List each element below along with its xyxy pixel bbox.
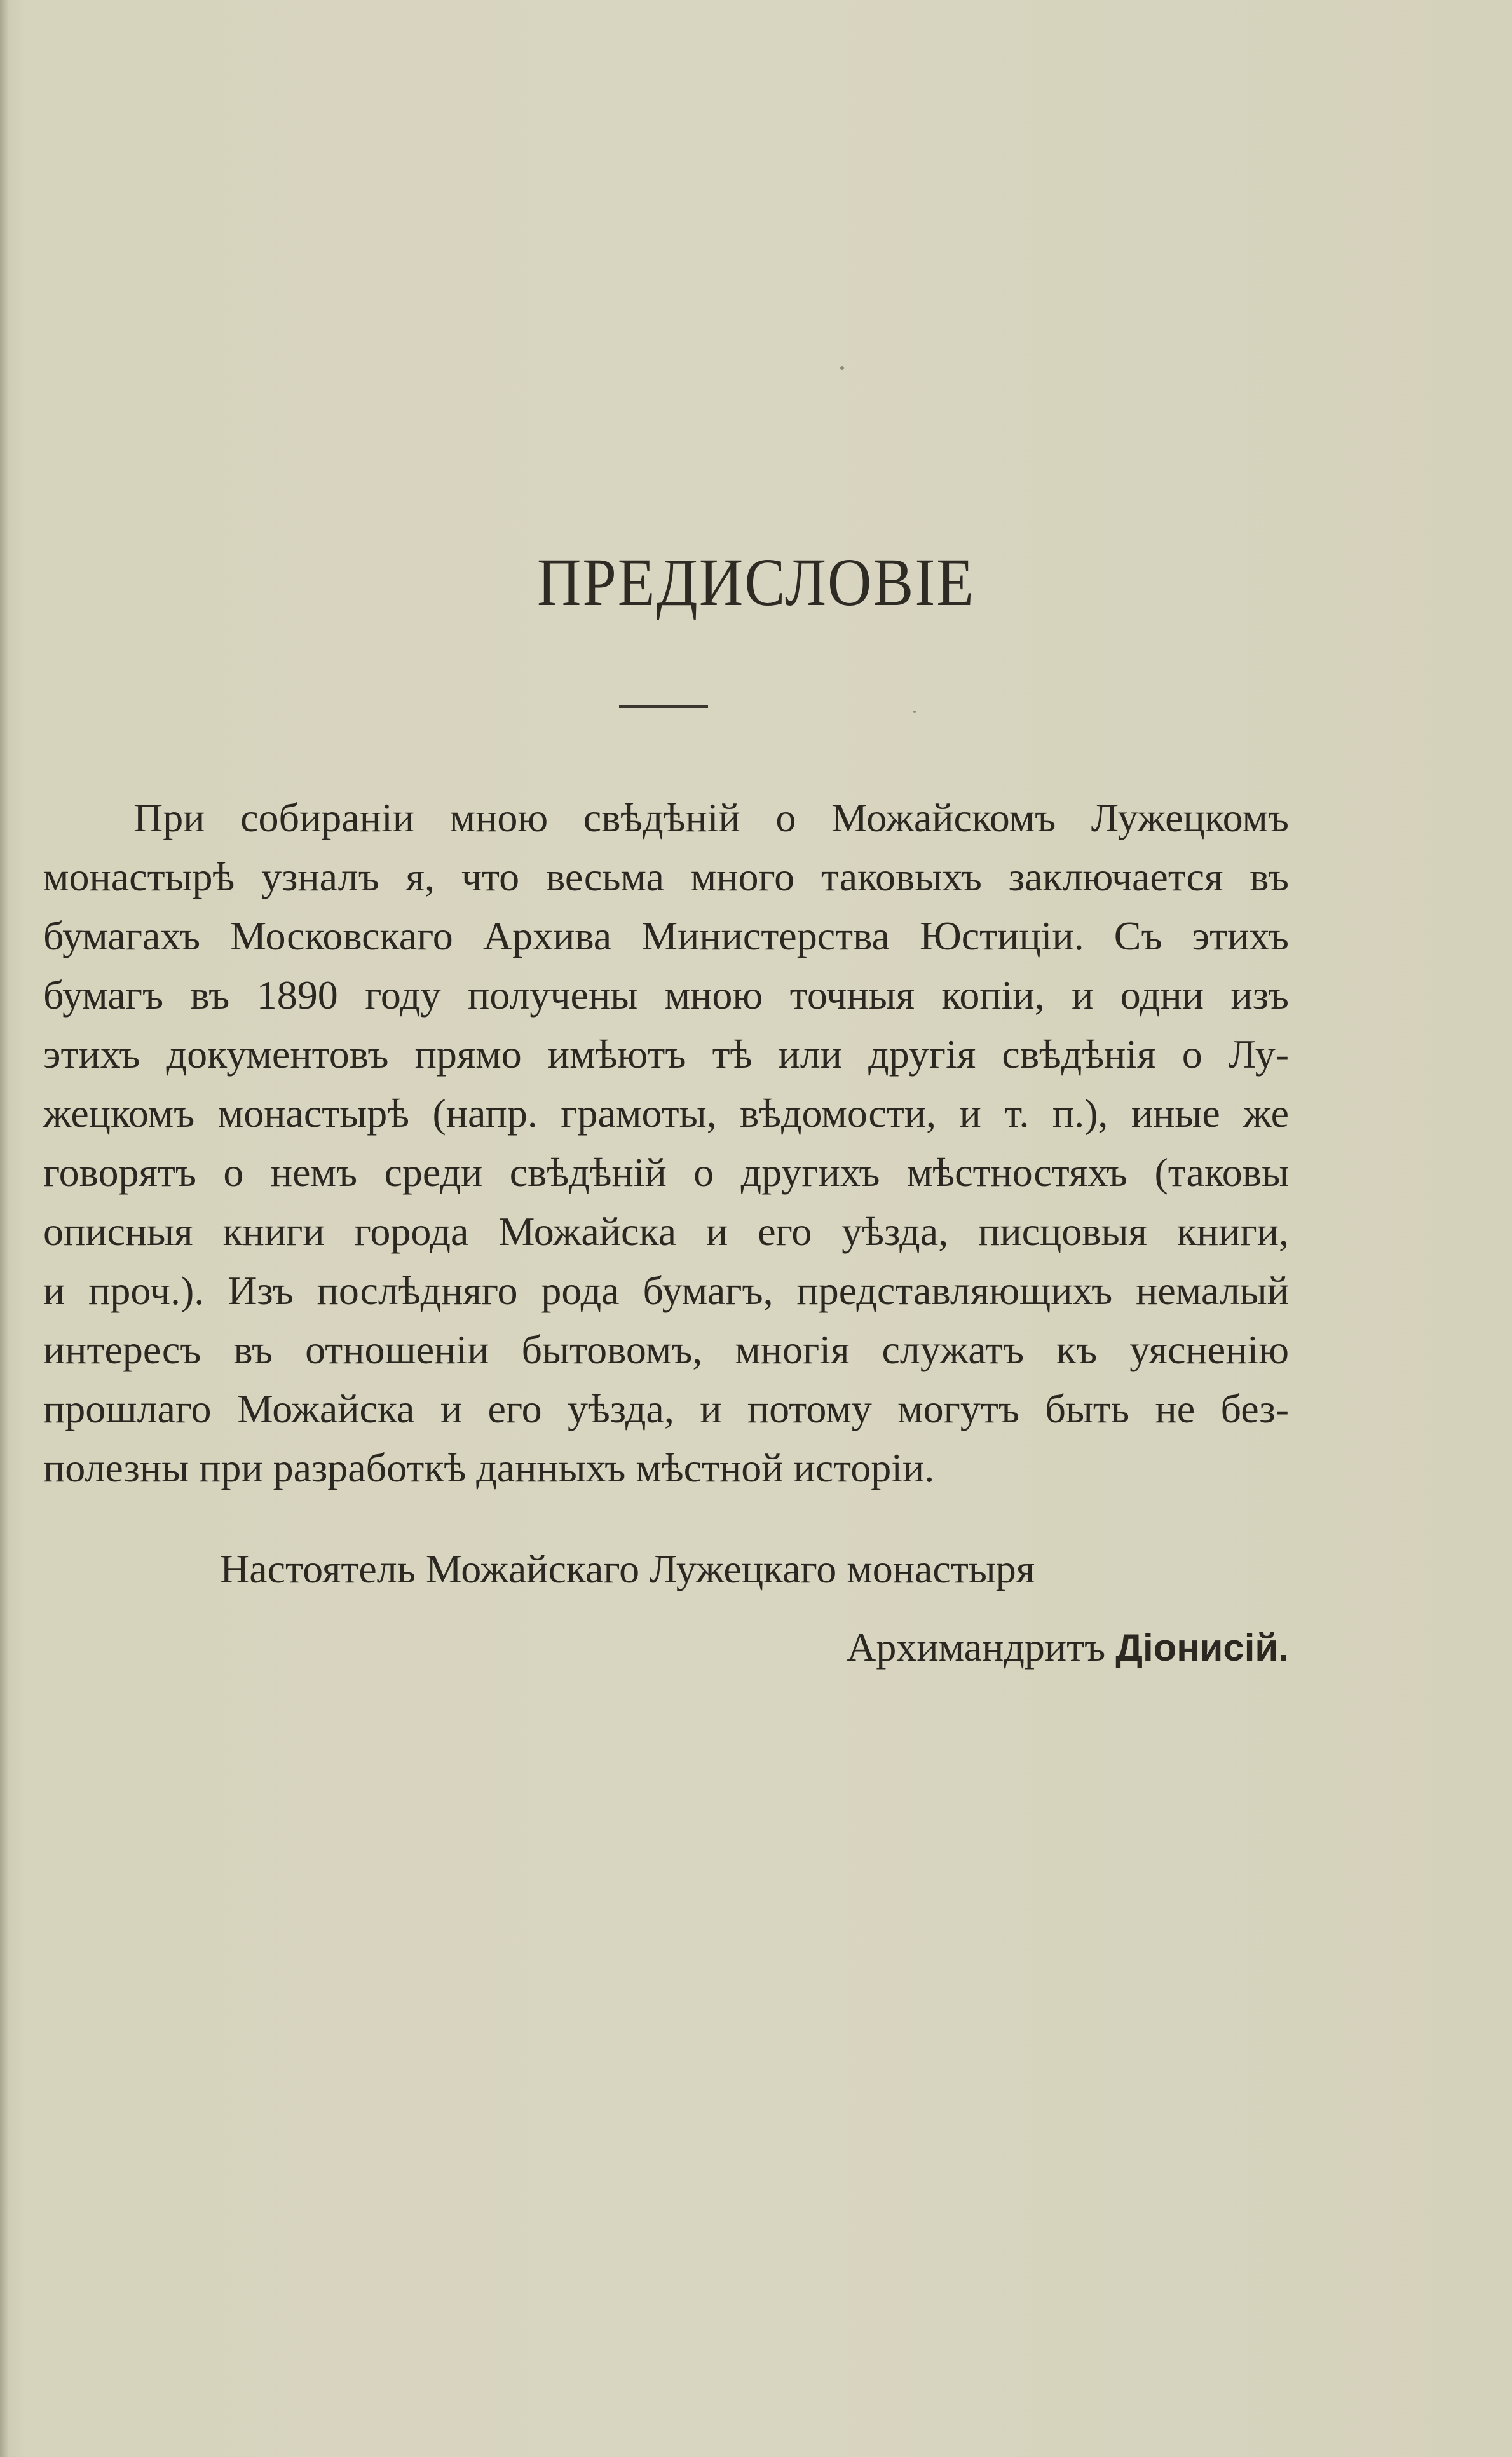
page-title: ПРЕДИСЛОВІЕ — [537, 543, 975, 620]
signature-position: Настоятель Можайскаго Лужецкаго монастыря — [220, 1546, 1035, 1591]
paragraph-line: и проч.). Изъ послѣдняго рода бумагъ, представляющихъ немалый — [43, 1268, 1289, 1313]
signature-title: Архимандритъ — [847, 1624, 1106, 1670]
paragraph-line: полезны при разработкѣ данныхъ мѣстной исторіи. — [43, 1445, 935, 1490]
paper-speck — [913, 711, 916, 713]
paragraph-line: говорятъ о немъ среди свѣдѣній о другихъ мѣстностяхъ (таковы — [43, 1150, 1289, 1195]
paragraph-line: монастырѣ узналъ я, что весьма много таковыхъ заключается въ — [43, 854, 1289, 899]
paragraph-line: описныя книги города Можайска и его уѣзда, писцовыя книги, — [43, 1209, 1289, 1254]
signature-name: Діонисій. — [1115, 1626, 1289, 1669]
paragraph-line: интересъ въ отношеніи бытовомъ, многія служатъ къ уясненію — [43, 1327, 1289, 1372]
preface-paragraph — [43, 788, 1289, 1497]
paragraph-line: жецкомъ монастырѣ (напр. грамоты, вѣдомости, и т. п.), иные же — [43, 1091, 1289, 1136]
paragraph-line: прошлаго Можайска и его уѣзда, и потому могутъ быть не без- — [43, 1386, 1289, 1431]
page-edge-shadow — [0, 0, 9, 2457]
paper-speck — [840, 366, 844, 370]
title-divider — [619, 705, 708, 708]
paragraph-line: бумагъ въ 1890 году получены мною точныя копіи, и одни изъ — [43, 972, 1289, 1018]
signature — [847, 1617, 1289, 1677]
paragraph-line: При собираніи мною свѣдѣній о Можайскомъ Лужецкомъ — [133, 795, 1289, 840]
paragraph-line: этихъ документовъ прямо имѣютъ тѣ или другія свѣдѣнія о Лу- — [43, 1031, 1289, 1077]
paragraph-line: бумагахъ Московскаго Архива Министерства Юстиціи. Съ этихъ — [43, 913, 1289, 958]
